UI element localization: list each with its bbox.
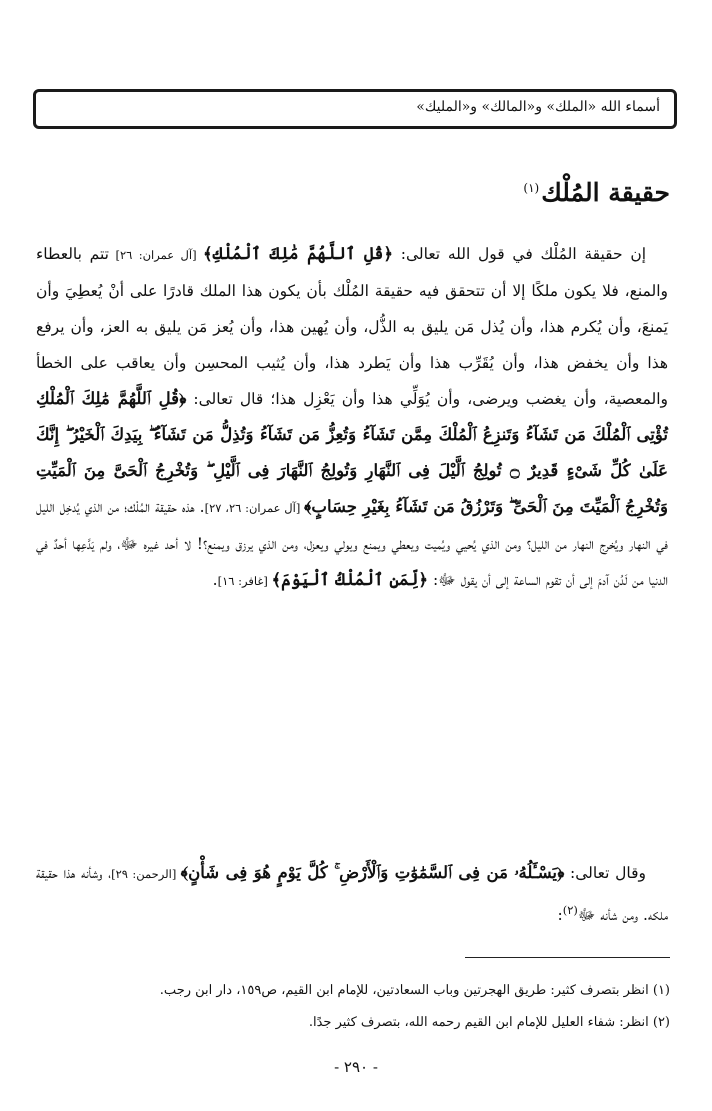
running-header (33, 89, 677, 129)
para1-text-2: . هذه حقيقة المُلْك؛ من الذي يُدخِل الليل في النهار ويُخرِج النهار من الليل؟ ومن الذي يُحيي ويُميت ويعطي ويمنع ويولي ويعزل، ومن الذي يرزق ويمنع؟! لا أحد غيره ﷻ، ولم يَدَّعِها أحدٌ في الدنيا من لَدُن آدمَ إلى أن تقوم الساعة إلى أن يقول ﷻ: (36, 498, 668, 589)
footnote-item: (٢) انظر: شفاء العليل للإمام ابن القيم رحمه الله، بتصرف كثير جدًا. (308, 1015, 670, 1030)
para2-intro: وقال تعالى: (564, 864, 646, 882)
footnote-marker-1: (١) (523, 180, 540, 195)
footnote-separator (465, 957, 670, 958)
para2-text: ، وشأنه هذا حقيقة ملكه. ومن شأنه ﷻ (36, 864, 668, 925)
footnote-marker-2: (٢) (562, 903, 578, 917)
footnotes (36, 975, 670, 1039)
page-number: - ٢٩٠ - (334, 1058, 378, 1076)
verse-1-reference: [آل عمران: ٢٦] (109, 248, 204, 262)
section-title (523, 178, 670, 207)
header-title: أسماء الله «الملك» و«المالك» و«المليك» (416, 99, 660, 115)
paragraph-2 (36, 855, 668, 933)
quran-verse-3: ﴿لِّمَنِ ٱلْمُلْكُ ٱلْيَوْمَ﴾ (271, 570, 429, 589)
para1-end: . (212, 571, 218, 589)
verse-2-reference: [آل عمران: ٢٦، ٢٧] (204, 501, 305, 515)
verse-4-reference: [الرحمن: ٢٩] (111, 867, 181, 881)
section-title-text: حقيقة المُلْك (541, 178, 670, 207)
para1-intro: إن حقيقة المُلْك في قول الله تعالى: (393, 245, 647, 263)
verse-3-reference: [غافر: ١٦] (217, 574, 272, 588)
quran-verse-1: ﴿قُلِ ٱللَّهُمَّ مَٰلِكَ ٱلْمُلْكِ﴾ (203, 244, 394, 263)
paragraph-1 (36, 236, 668, 599)
footnote-item: (١) انظر بتصرف كثير: طريق الهجرتين وباب السعادتين، للإمام ابن القيم، ص١٥٩، دار ابن رجب. (159, 983, 670, 998)
para1-text-1: تتم بالعطاء والمنع، فلا يكون ملكًا إلا أن تتحقق فيه حقيقة المُلْك بأن يكون هذا الملك قادرًا على أنْ يُعطِيَ وأن يَمنعَ، وأن يُكرم هذا، وأن يُذل مَن يليق به الذُّل، وأن يُهين هذا، وأن يُعز مَن يليق به العز، وأن يرفع هذا وأن يخفض هذا، وأن يُقَرِّب هذا وأن يَطرد هذا، وأن يُثيب المحسِن وأن يعاقب على الخطأ والمعصية، وأن يغضب ويرضى، وأن يُوَلِّي هذا وأن يَعْزِل هذا؛ قال تعالى: (36, 245, 668, 408)
quran-verse-4: ﴿يَسْـَٔلُهُۥ مَن فِى ٱلسَّمَٰوَٰتِ وَٱلْأَرْضِ ۚ كُلَّ يَوْمٍ هُوَ فِى شَأْنٍ﴾ (180, 863, 565, 882)
para2-end: : (557, 906, 563, 925)
quran-verse-2: ﴿قُلِ ٱللَّهُمَّ مَٰلِكَ ٱلْمُلْكِ تُؤْتِى ٱلْمُلْكَ مَن تَشَآءُ وَتَنزِعُ ٱلْمُلْكَ مِمَّن تَشَآءُ وَتُعِزُّ مَن تَشَآءُ وَتُذِلُّ مَن تَشَآءُ ۖ بِيَدِكَ ٱلْخَيْرُ ۖ إِنَّكَ عَلَىٰ كُلِّ شَىْءٍ قَدِيرٌ ۝ تُولِجُ ٱلَّيْلَ فِى ٱلنَّهَارِ وَتُولِجُ ٱلنَّهَارَ فِى ٱلَّيْلِ ۖ وَتُخْرِجُ ٱلْحَىَّ مِنَ ٱلْمَيِّتِ وَتُخْرِجُ ٱلْمَيِّتَ مِنَ ٱلْحَىِّ ۖ وَتَرْزُقُ مَن تَشَآءُ بِغَيْرِ حِسَابٍ﴾ (36, 389, 668, 516)
